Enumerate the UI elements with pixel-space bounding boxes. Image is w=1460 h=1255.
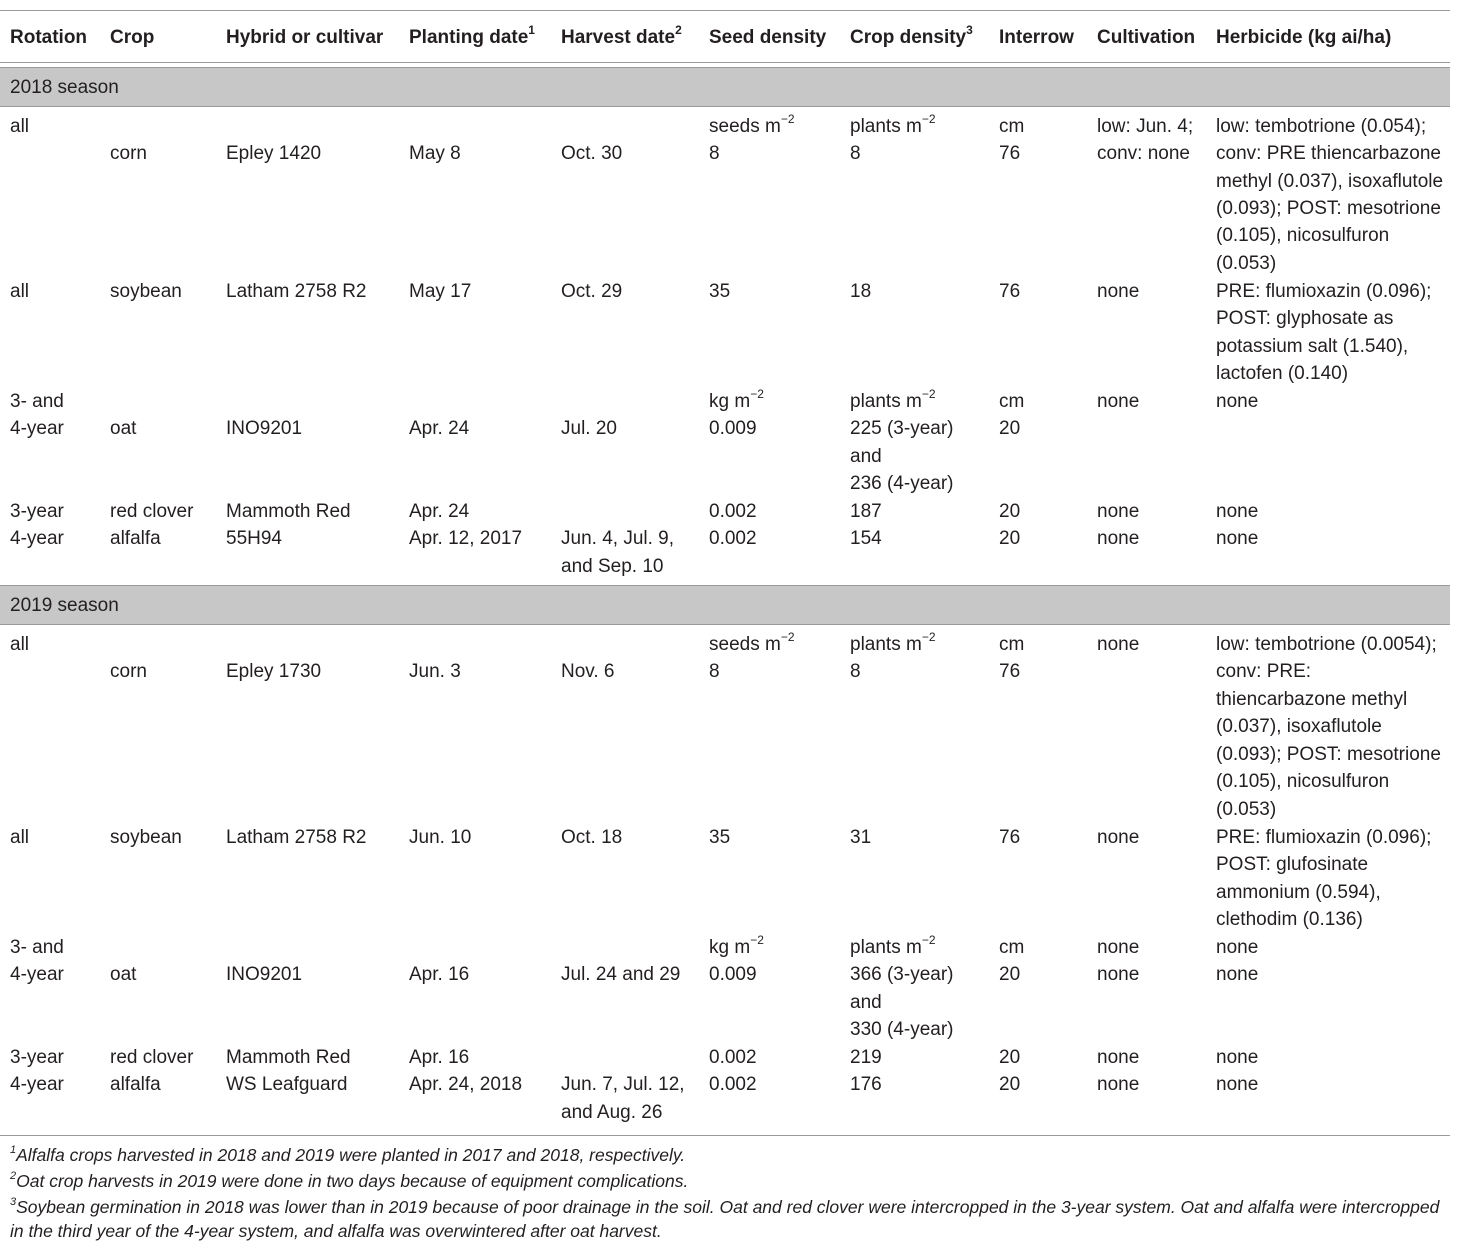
- cell-seed-unit: seeds $m^{-2}$: [709, 629, 795, 655]
- cell-hybrid: WS Leafguard: [226, 1074, 348, 1095]
- cell-herbicide: none: [1216, 1047, 1259, 1068]
- season-label: 2019 season: [10, 595, 119, 616]
- bottom-rule: [0, 1135, 1450, 1136]
- footnote-3-continued: in the third year of the 4-year system, and alfalfa was overwintered after oat harvest.: [10, 1221, 662, 1241]
- cell-interrow: 76: [999, 281, 1021, 302]
- cell-crop-density: 31: [850, 827, 872, 848]
- cell-harvest-date: Oct. 30: [561, 143, 623, 164]
- cell-harvest-date: Oct. 29: [561, 281, 623, 302]
- header-crop: Crop: [110, 27, 155, 48]
- cell-rotation: all: [10, 827, 30, 848]
- footnote-mark: 1: [528, 22, 535, 37]
- cell-planting-date: May 8: [409, 143, 461, 164]
- cell-cultivation: none: [1097, 634, 1140, 655]
- cell-crop: oat: [110, 964, 137, 985]
- cell-herbicide: PRE: flumioxazin (0.096);: [1216, 281, 1432, 302]
- cell-herbicide: lactofen (0.140): [1216, 363, 1349, 384]
- cell-crop-density: 187: [850, 501, 882, 522]
- cell-cultivation: none: [1097, 528, 1140, 549]
- cell-herbicide: (0.053): [1216, 799, 1277, 820]
- cell-cultivation: none: [1097, 964, 1140, 985]
- cell-crop: alfalfa: [110, 1074, 161, 1095]
- header-harvest-date: Harvest date$^2$: [561, 22, 682, 48]
- cell-crop: alfalfa: [110, 528, 161, 549]
- cell-planting-date: Apr. 12, 2017: [409, 528, 523, 549]
- cell-planting-date: Apr. 24, 2018: [409, 1074, 523, 1095]
- cell-seed-density: 8: [709, 661, 720, 682]
- cell-interrow: 76: [999, 827, 1021, 848]
- cell-rotation: 4-year: [10, 1074, 64, 1095]
- season-label: 2018 season: [10, 77, 119, 98]
- cell-hybrid: Mammoth Red: [226, 501, 351, 522]
- cell-hybrid: Epley 1420: [226, 143, 322, 164]
- cell-interrow-unit: cm: [999, 937, 1025, 958]
- cell-crop-unit: plants $m^{-2}$: [850, 111, 936, 137]
- cell-hybrid: Latham 2758 R2: [226, 827, 367, 848]
- season-band-2018: [0, 67, 1450, 107]
- cell-crop: corn: [110, 143, 147, 164]
- header-interrow: Interrow: [999, 27, 1074, 48]
- cell-crop-density: 330 (4-year): [850, 1019, 954, 1040]
- cell-seed-density: 35: [709, 827, 731, 848]
- cell-interrow: 20: [999, 1074, 1021, 1095]
- cell-herbicide: conv: PRE thiencarbazone: [1216, 143, 1441, 164]
- cell-rotation: 4-year: [10, 528, 64, 549]
- cell-crop: red clover: [110, 501, 194, 522]
- cell-harvest-date: Oct. 18: [561, 827, 623, 848]
- cell-crop-density: 219: [850, 1047, 882, 1068]
- header-planting-date: Planting date$^1$: [409, 22, 535, 48]
- cell-seed-unit: seeds $m^{-2}$: [709, 111, 795, 137]
- cell-crop-density: 236 (4-year): [850, 473, 954, 494]
- cell-interrow: 20: [999, 418, 1021, 439]
- cell-hybrid: Latham 2758 R2: [226, 281, 367, 302]
- cell-crop-density: 8: [850, 661, 861, 682]
- cell-interrow-unit: cm: [999, 634, 1025, 655]
- cell-herbicide: (0.093); POST: mesotrione: [1216, 198, 1441, 219]
- cell-herbicide: (0.093); POST: mesotrione: [1216, 744, 1441, 765]
- cell-herbicide: (0.053): [1216, 253, 1277, 274]
- cell-crop: red clover: [110, 1047, 194, 1068]
- cell-crop: oat: [110, 418, 137, 439]
- cell-rotation: 3- and: [10, 391, 64, 412]
- cell-cultivation: none: [1097, 391, 1140, 412]
- cell-hybrid: Epley 1730: [226, 661, 322, 682]
- cell-cultivation: conv: none: [1097, 143, 1190, 164]
- cell-herbicide: (0.105), nicosulfuron: [1216, 771, 1390, 792]
- header-rotation: Rotation: [10, 27, 88, 48]
- cell-harvest-date: Jul. 20: [561, 418, 617, 439]
- cell-hybrid: INO9201: [226, 418, 303, 439]
- top-rule: [0, 10, 1450, 11]
- cell-planting-date: May 17: [409, 281, 472, 302]
- cell-seed-unit: kg $m^{-2}$: [709, 932, 764, 958]
- cell-cultivation: none: [1097, 281, 1140, 302]
- cell-seed-density: 0.009: [709, 418, 757, 439]
- cell-planting-date: Apr. 16: [409, 964, 470, 985]
- cell-interrow-unit: cm: [999, 116, 1025, 137]
- cell-herbicide: none: [1216, 501, 1259, 522]
- cell-interrow: 20: [999, 528, 1021, 549]
- cell-cultivation: none: [1097, 1074, 1140, 1095]
- cell-seed-density: 0.002: [709, 501, 757, 522]
- cell-herbicide: POST: glufosinate: [1216, 854, 1369, 875]
- cell-cultivation: none: [1097, 501, 1140, 522]
- cell-planting-date: Apr. 24: [409, 501, 470, 522]
- cell-herbicide: POST: glyphosate as: [1216, 308, 1394, 329]
- cell-herbicide: (0.037), isoxaflutole: [1216, 716, 1382, 737]
- header-rule: [0, 62, 1450, 63]
- header-crop-density: Crop density$^3$: [850, 22, 973, 48]
- cell-planting-date: Apr. 16: [409, 1047, 470, 1068]
- cell-herbicide: none: [1216, 528, 1259, 549]
- cell-crop-density: 8: [850, 143, 861, 164]
- cell-crop-density: and: [850, 992, 882, 1013]
- cell-crop: corn: [110, 661, 147, 682]
- cell-harvest-date: and Aug. 26: [561, 1102, 663, 1123]
- cell-herbicide: low: tembotrione (0.054);: [1216, 116, 1427, 137]
- cell-seed-density: 0.002: [709, 1074, 757, 1095]
- cell-rotation: 4-year: [10, 418, 64, 439]
- cell-seed-density: 0.009: [709, 964, 757, 985]
- cell-crop-density: 176: [850, 1074, 882, 1095]
- cell-cultivation: low: Jun. 4;: [1097, 116, 1194, 137]
- cell-herbicide: ammonium (0.594),: [1216, 882, 1381, 903]
- cell-cultivation: none: [1097, 827, 1140, 848]
- cell-interrow: 20: [999, 964, 1021, 985]
- header-cultivation: Cultivation: [1097, 27, 1196, 48]
- cell-harvest-date: Jun. 7, Jul. 12,: [561, 1074, 685, 1095]
- cell-crop: soybean: [110, 827, 182, 848]
- cell-rotation: 4-year: [10, 964, 64, 985]
- cell-crop-density: 18: [850, 281, 872, 302]
- cell-hybrid: 55H94: [226, 528, 282, 549]
- cell-herbicide: (0.105), nicosulfuron: [1216, 225, 1390, 246]
- cell-crop-unit: plants $m^{-2}$: [850, 386, 936, 412]
- cell-rotation: all: [10, 281, 30, 302]
- cell-crop-unit: plants $m^{-2}$: [850, 932, 936, 958]
- cell-seed-density: 0.002: [709, 528, 757, 549]
- cell-rotation: 3- and: [10, 937, 64, 958]
- cell-hybrid: INO9201: [226, 964, 303, 985]
- cell-hybrid: Mammoth Red: [226, 1047, 351, 1068]
- cell-seed-density: 0.002: [709, 1047, 757, 1068]
- cell-seed-density: 35: [709, 281, 731, 302]
- cell-herbicide: none: [1216, 937, 1259, 958]
- cell-planting-date: Apr. 24: [409, 418, 470, 439]
- cell-herbicide: none: [1216, 391, 1259, 412]
- cell-planting-date: Jun. 3: [409, 661, 461, 682]
- cell-seed-unit: kg $m^{-2}$: [709, 386, 764, 412]
- cell-harvest-date: Jul. 24 and 29: [561, 964, 681, 985]
- header-hybrid: Hybrid or cultivar: [226, 27, 384, 48]
- cell-rotation: 3-year: [10, 1047, 64, 1068]
- cell-crop-density: 366 (3-year): [850, 964, 954, 985]
- cell-interrow: 76: [999, 143, 1021, 164]
- cell-herbicide: thiencarbazone methyl: [1216, 689, 1408, 710]
- cell-interrow-unit: cm: [999, 391, 1025, 412]
- cell-herbicide: none: [1216, 964, 1259, 985]
- cell-cultivation: none: [1097, 937, 1140, 958]
- cell-crop-density: and: [850, 446, 882, 467]
- cell-planting-date: Jun. 10: [409, 827, 472, 848]
- cell-herbicide: low: tembotrione (0.0054);: [1216, 634, 1437, 655]
- footnote-mark: 2: [675, 22, 682, 37]
- cell-crop-density: 225 (3-year): [850, 418, 954, 439]
- cell-rotation: all: [10, 116, 30, 137]
- cell-harvest-date: and Sep. 10: [561, 556, 664, 577]
- cell-herbicide: conv: PRE:: [1216, 661, 1312, 682]
- footnote-2: $^2$Oat crop harvests in 2019 were done in two days because of equipment complications.: [10, 1170, 689, 1191]
- cell-rotation: 3-year: [10, 501, 64, 522]
- footnote-mark: 3: [966, 22, 973, 37]
- cell-crop-density: 154: [850, 528, 882, 549]
- cell-herbicide: PRE: flumioxazin (0.096);: [1216, 827, 1432, 848]
- season-band-2019: [0, 585, 1450, 625]
- header-seed-density: Seed density: [709, 27, 827, 48]
- cell-herbicide: potassium salt (1.540),: [1216, 336, 1409, 357]
- cell-interrow: 20: [999, 501, 1021, 522]
- cell-interrow: 76: [999, 661, 1021, 682]
- footnote-1: $^1$Alfalfa crops harvested in 2018 and 2019 were planted in 2017 and 2018, respectively.: [10, 1144, 686, 1165]
- cell-herbicide: methyl (0.037), isoxaflutole: [1216, 171, 1444, 192]
- cell-seed-density: 8: [709, 143, 720, 164]
- header-herbicide: Herbicide (kg ai/ha): [1216, 27, 1392, 48]
- cell-cultivation: none: [1097, 1047, 1140, 1068]
- cell-crop-unit: plants $m^{-2}$: [850, 629, 936, 655]
- cell-crop: soybean: [110, 281, 182, 302]
- footnote-3: $^3$Soybean germination in 2018 was lower than in 2019 because of poor drainage in the soil. Oat and red clover were intercropped in the 3-year system. Oat and alfalfa were intercropped: [10, 1196, 1440, 1217]
- cell-herbicide: none: [1216, 1074, 1259, 1095]
- cell-interrow: 20: [999, 1047, 1021, 1068]
- cell-herbicide: clethodim (0.136): [1216, 909, 1363, 930]
- cell-harvest-date: Jun. 4, Jul. 9,: [561, 528, 675, 549]
- cell-rotation: all: [10, 634, 30, 655]
- cell-harvest-date: Nov. 6: [561, 661, 615, 682]
